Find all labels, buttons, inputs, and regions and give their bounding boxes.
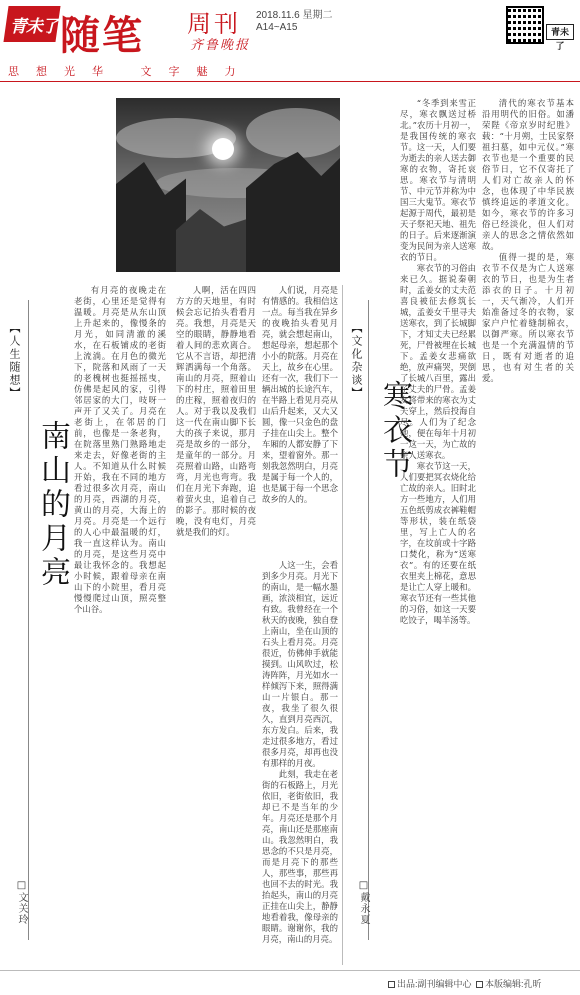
article-right-col2: 清代的寒衣节基本沿用明代的旧俗。如潘荣陛《帝京岁时纪胜》载：“十月朔，士民家祭祖扫墓，如中元仪。”寒衣节也是一个重要的民俗节日，它不仅寄托了人们对亡故亲人的怀念，也体现了中华民族慎终追远的孝道文化。如今，寒衣节的许多习俗已经淡化，但人们对亲人的思念之情依然如故。 值得一提的是，寒衣节不仅是为亡人送寒衣的节日，也是为生者添衣的日子。十月初一，天气渐冷，人们开始准备过冬的衣物，家家户户忙着缝制棉衣，以御严寒。所以寒衣节也是一个充满温情的节日，既有对逝者的追思，也有对生者的关爱。	[482, 98, 574, 383]
article-left-col2: 人啊，活在四四方方的天地里，有时候会忘记抬头看看月亮。我想，月亮是天空的眼睛，静静地看着人间的悲欢离合。它从不言语，却把清辉洒满每一个角落。南山的月亮，照着山下的村庄，照着田里的庄稼，照着夜归的人。对于我以及我们这一代在南山脚下长大的孩子来说，那月亮是故乡的一部分，是童年的一部分。月亮照着山路，山路弯弯，月光也弯弯。我们在月光下奔跑，追着萤火虫，追着自己的影子。那时候的夜晚，没有电灯，月亮就是我们的灯。	[176, 285, 256, 537]
masthead	[0, 0, 580, 90]
article-right-col1: “冬季到来雪正尽，寒衣飘送过桥北。”农历十月初一，是我国传统的寒衣节。这一天，人们要为逝去的亲人送去御寒的衣物，寄托哀思。寒衣节与清明节、中元节并称为中国三大鬼节。寒衣节起源于周代，最初是天子祭祀天地、祖先的日子。后来逐渐演变为民间为亲人送寒衣的节日。 寒衣节的习俗由来已久。据说秦朝时，孟姜女的丈夫范喜良被征去修筑长城，孟姜女千里寻夫送寒衣，到了长城脚下，才知丈夫已经累死，尸骨被埋在长城下。孟姜女悲痛欲绝，放声痛哭，哭倒了长城八百里，露出了丈夫的尸骨。孟姜女将带来的寒衣为丈夫穿上，然后投海自尽。人们为了纪念她，便在每年十月初一这一天，为亡故的亲人送寒衣。 寒衣节这一天，人们要把冥衣烧化给亡故的亲人。旧时北方一些地方，人们用五色纸剪成衣裤鞋帽等形状，装在纸袋里，写上亡人的名字，在坟前或十字路口焚化，称为“送寒衣”。有的还要在纸衣里夹上棉花，意思是让亡人穿上暖和。寒衣节还有一些其他的习俗，如这一天要吃饺子，喝羊汤等。	[400, 98, 476, 625]
brand-logo	[3, 6, 60, 42]
column-tag-right: 【文化杂谈】	[350, 322, 363, 400]
footer	[0, 970, 580, 995]
moon-icon	[212, 138, 234, 160]
qr-tag: 青未了	[546, 24, 574, 40]
article-title-left: 南山的月亮	[35, 420, 70, 590]
qr-code-icon	[506, 6, 544, 44]
footer-editor: 本版编辑:孔昕	[476, 977, 542, 990]
article-left-col4: 人这一生，会看到多少月亮。月光下的南山，是一幅水墨画，浓淡相宜，远近有致。我曾经在一个秋天的夜晚，独自登上南山，坐在山顶的石头上看月亮。月亮很近，仿佛伸手就能摸到。山风吹过，松涛阵阵，月光如水一样倾泻下来，照得满山一片银白。那一夜，我坐了很久很久，直到月亮西沉，东方发白。后来，我走过很多地方，看过很多月亮，却再也没有那样的月夜。 此刻，我走在老街的石板路上，月光依旧，老街依旧，我却已不是当年的少年。月亮还是那个月亮，南山还是那座南山。我忽然明白，我思念的不只是月亮，而是月亮下的那些人，那些事，那些再也回不去的时光。我抬起头，南山的月亮正挂在山尖上，静静地看着我，像母亲的眼睛。谢谢你，我的月亮，南山的月亮。	[262, 560, 338, 944]
footer-producer: 出品:副刊编辑中心	[388, 977, 472, 990]
slogan: 思想光华 文字魅力	[8, 65, 253, 78]
issue-date: 2018.11.6 星期二	[256, 10, 333, 21]
column-tag-left: 【人生随想】	[8, 322, 21, 400]
weekly-label: 周刊	[187, 10, 241, 38]
logo-text: 青未了	[9, 17, 58, 37]
article-title-right: 寒衣节	[377, 380, 412, 482]
section-title: 随笔	[60, 13, 144, 59]
article-left-col3: 人们说，月亮是有情感的。我相信这一点。每当我在异乡的夜晚抬头看见月亮，就会想起南山，想起母亲，想起那个小小的院落。月亮在天上，故乡在心里。还有一次，我们下一辆出城的长途汽车，在半路上看见月亮从山后升起来，又大又圆，像一只金色的盘子挂在山尖上。整个车厢的人都安静了下来，望着窗外。那一刻我忽然明白，月亮是属于每一个人的，也是属于每一个思念故乡的人的。	[262, 285, 338, 504]
article-left-col1: 有月亮的夜晚走在老街，心里还是觉得有温暖。月亮是从东山顶上升起来的，像慢条的月光，如同清澈的溪水，在石板铺成的老街上流淌。在月色的微光下，院落和风雨了一天的老槐树也挺摇摇曳，仿佛是起风的家，引得邻居家的大门，吱呀一声开了又关了。月亮在老街上，在邻居的门前，也像是一条老狗，在院落里熟门熟路地走来走去，好像老街的主人。不知道从什么时候开始，我在不同的地方看过很多次月亮，南山的月亮，西湖的月亮，黄山的月亮，大海上的月亮。月亮是一个远行的人心中最温暖的灯，我一直这样认为。南山的月亮，是这些月亮中最让我怀念的。我想起小时候，跟着母亲在南山下的小院里，看月亮慢慢爬过山顶，照亮整个山谷。	[74, 285, 166, 614]
moon-mountain-photo	[116, 98, 340, 272]
paper-name: 齐鲁晚报	[190, 38, 251, 53]
author-right: □戴永夏	[358, 880, 369, 925]
slogan-bar	[0, 60, 580, 82]
author-left: □文关玲	[16, 880, 27, 925]
page-range: A14~A15	[256, 22, 298, 33]
